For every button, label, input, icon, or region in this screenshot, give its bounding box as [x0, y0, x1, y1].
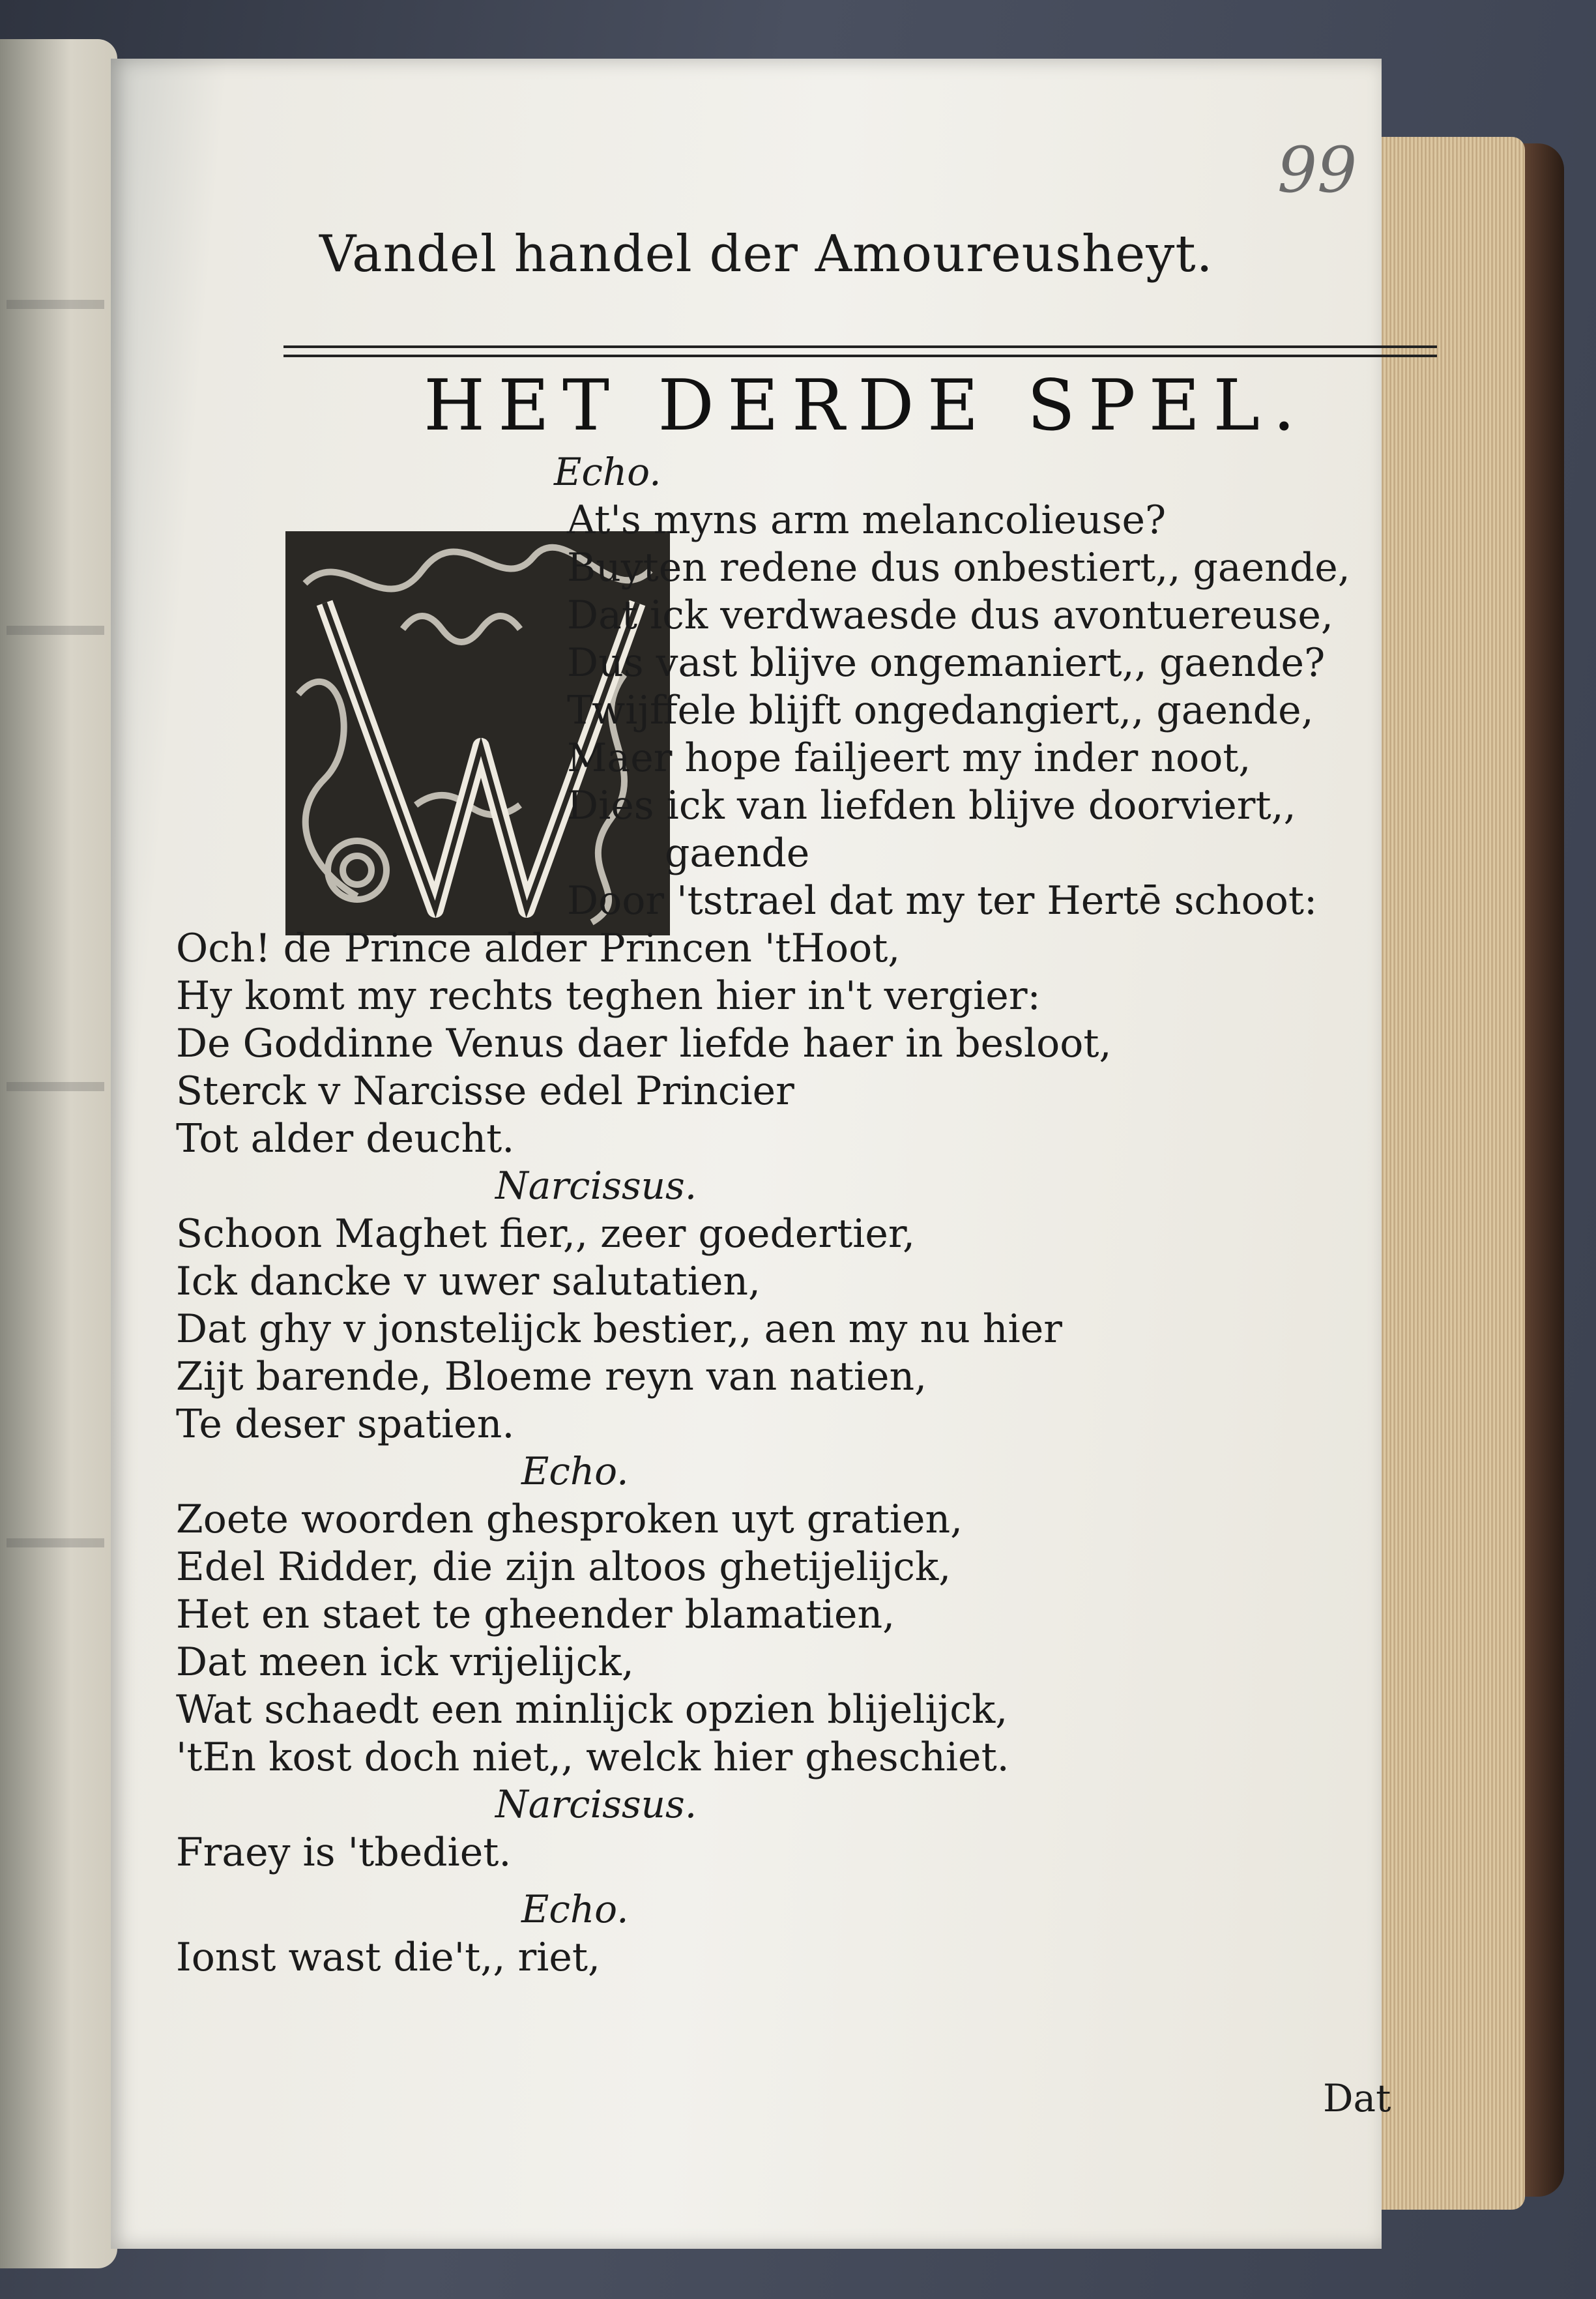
verse-line: Dat ghy v jonstelijck bestier,, aen my nu hier	[176, 1306, 1062, 1352]
verse-line: Het en staet te gheender blamatien,	[176, 1592, 895, 1637]
verse-line: Twijffele blijft ongedangiert,, gaende,	[567, 688, 1314, 733]
verse-line: Buyten redene dus onbestiert,, gaende,	[567, 545, 1350, 591]
running-head: Vandel handel der Amoureusheyt.	[319, 225, 1213, 284]
verse-line: Door 'tstrael dat my ter Hertē schoot:	[567, 878, 1318, 924]
header-rule	[283, 345, 1437, 357]
verse-line: Dat meen ick vrijelijck,	[176, 1639, 634, 1685]
folio-number: 99	[1277, 134, 1357, 207]
speaker-label: Echo.	[554, 450, 661, 494]
printed-page	[111, 59, 1391, 2249]
bleed-text	[7, 1538, 104, 1547]
bleed-text	[7, 300, 104, 309]
verse-line: Dus vast blijve ongemaniert,, gaende?	[567, 640, 1326, 686]
verse-line: Wat schaedt een minlijck opzien blijelijck,	[176, 1687, 1008, 1733]
speaker-label: Narcissus.	[495, 1164, 697, 1208]
verse-line: Te deser spatien.	[176, 1401, 515, 1447]
verse-line: Fraey is 'tbediet.	[176, 1830, 512, 1875]
speaker-label: Echo.	[521, 1449, 629, 1493]
verse-line: Dies ick van liefden blijve doorviert,,	[567, 783, 1296, 828]
verse-line: Schoon Maghet fier,, zeer goedertier,	[176, 1211, 916, 1257]
verse-line: Sterck v Narcisse edel Princier	[176, 1068, 794, 1114]
bleed-text	[7, 626, 104, 635]
decorated-initial	[285, 531, 670, 935]
verse-line: At's myns arm melancolieuse?	[567, 497, 1167, 543]
bleed-text	[7, 1082, 104, 1091]
catchword: Dat	[1323, 2076, 1391, 2120]
speaker-label: Narcissus.	[495, 1782, 697, 1826]
verse-line: Hy komt my rechts teghen hier in't vergier:	[176, 973, 1041, 1019]
verse-line: De Goddinne Venus daer liefde haer in besloot,	[176, 1021, 1112, 1066]
verse-line: Zoete woorden ghesproken uyt gratien,	[176, 1497, 963, 1542]
verse-line: gaende	[665, 830, 810, 876]
verse-line: Zijt barende, Bloeme reyn van natien,	[176, 1354, 927, 1399]
verse-line: Tot alder deucht.	[176, 1116, 515, 1162]
verse-line: Ionst wast die't,, riet,	[176, 1935, 601, 1980]
verse-line: Och! de Prince alder Princen 'tHoot,	[176, 926, 901, 971]
speaker-label: Echo.	[521, 1887, 629, 1931]
verse-line: Ick dancke v uwer salutatien,	[176, 1259, 761, 1304]
verse-line: Edel Ridder, die zijn altoos ghetijelijck,	[176, 1544, 951, 1590]
page-title: HET DERDE SPEL.	[424, 365, 1309, 447]
verse-line: Maer hope failjeert my inder noot,	[567, 735, 1251, 781]
left-page-edge	[0, 39, 117, 2268]
book	[0, 39, 1564, 2268]
verse-line: Dat ick verdwaesde dus avontuereuse,	[567, 593, 1334, 638]
verse-line: 'tEn kost doch niet,, welck hier gheschiet.	[176, 1735, 1009, 1780]
